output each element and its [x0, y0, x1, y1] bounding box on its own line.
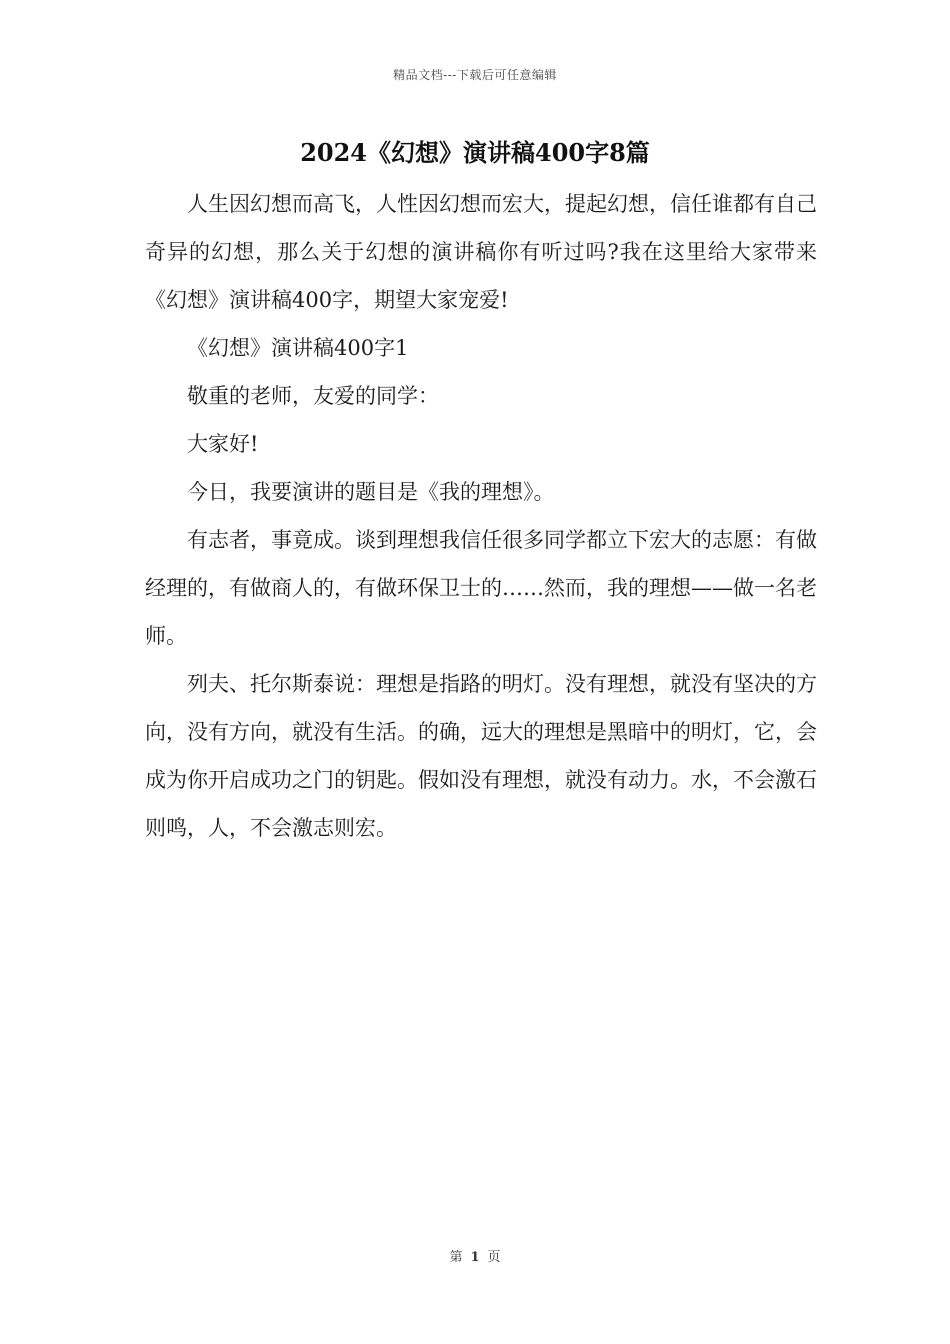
page-number-suffix: 页 — [487, 1250, 501, 1265]
page-footer — [0, 1246, 950, 1265]
document-title: 2024《幻想》演讲稿400字8篇 — [300, 138, 650, 167]
paragraph-intro: 人生因幻想而高飞，人性因幻想而宏大，提起幻想，信任谁都有自己奇异的幻想，那么关于幻想的演讲稿你有听过吗?我在这里给大家带来《幻想》演讲稿400字，期望大家宠爱! — [145, 192, 817, 312]
page-number: 1 — [470, 1250, 480, 1265]
paragraph-body-2: 列夫、托尔斯泰说：理想是指路的明灯。没有理想，就没有坚决的方向，没有方向，就没有生活。的确，远大的理想是黑暗中的明灯，它，会成为你开启成功之门的钥匙。假如没有理想，就没有动力。水，不会激石则鸣，人，不会激志则宏。 — [145, 672, 817, 840]
paragraph-topic: 今日，我要演讲的题目是《我的理想》。 — [187, 480, 555, 504]
paragraph-salutation: 敬重的老师，友爱的同学： — [187, 384, 439, 408]
document-body — [145, 180, 817, 852]
paragraph-greeting: 大家好! — [187, 432, 259, 456]
paragraph-body-1: 有志者，事竟成。谈到理想我信任很多同学都立下宏大的志愿：有做经理的，有做商人的，有做环保卫士的……然而，我的理想——做一名老师。 — [145, 528, 817, 648]
paragraph-section-heading: 《幻想》演讲稿400字1 — [187, 336, 409, 360]
page-number-prefix: 第 — [449, 1250, 463, 1265]
page-header: 精品文档---下载后可任意编辑 — [393, 68, 557, 82]
